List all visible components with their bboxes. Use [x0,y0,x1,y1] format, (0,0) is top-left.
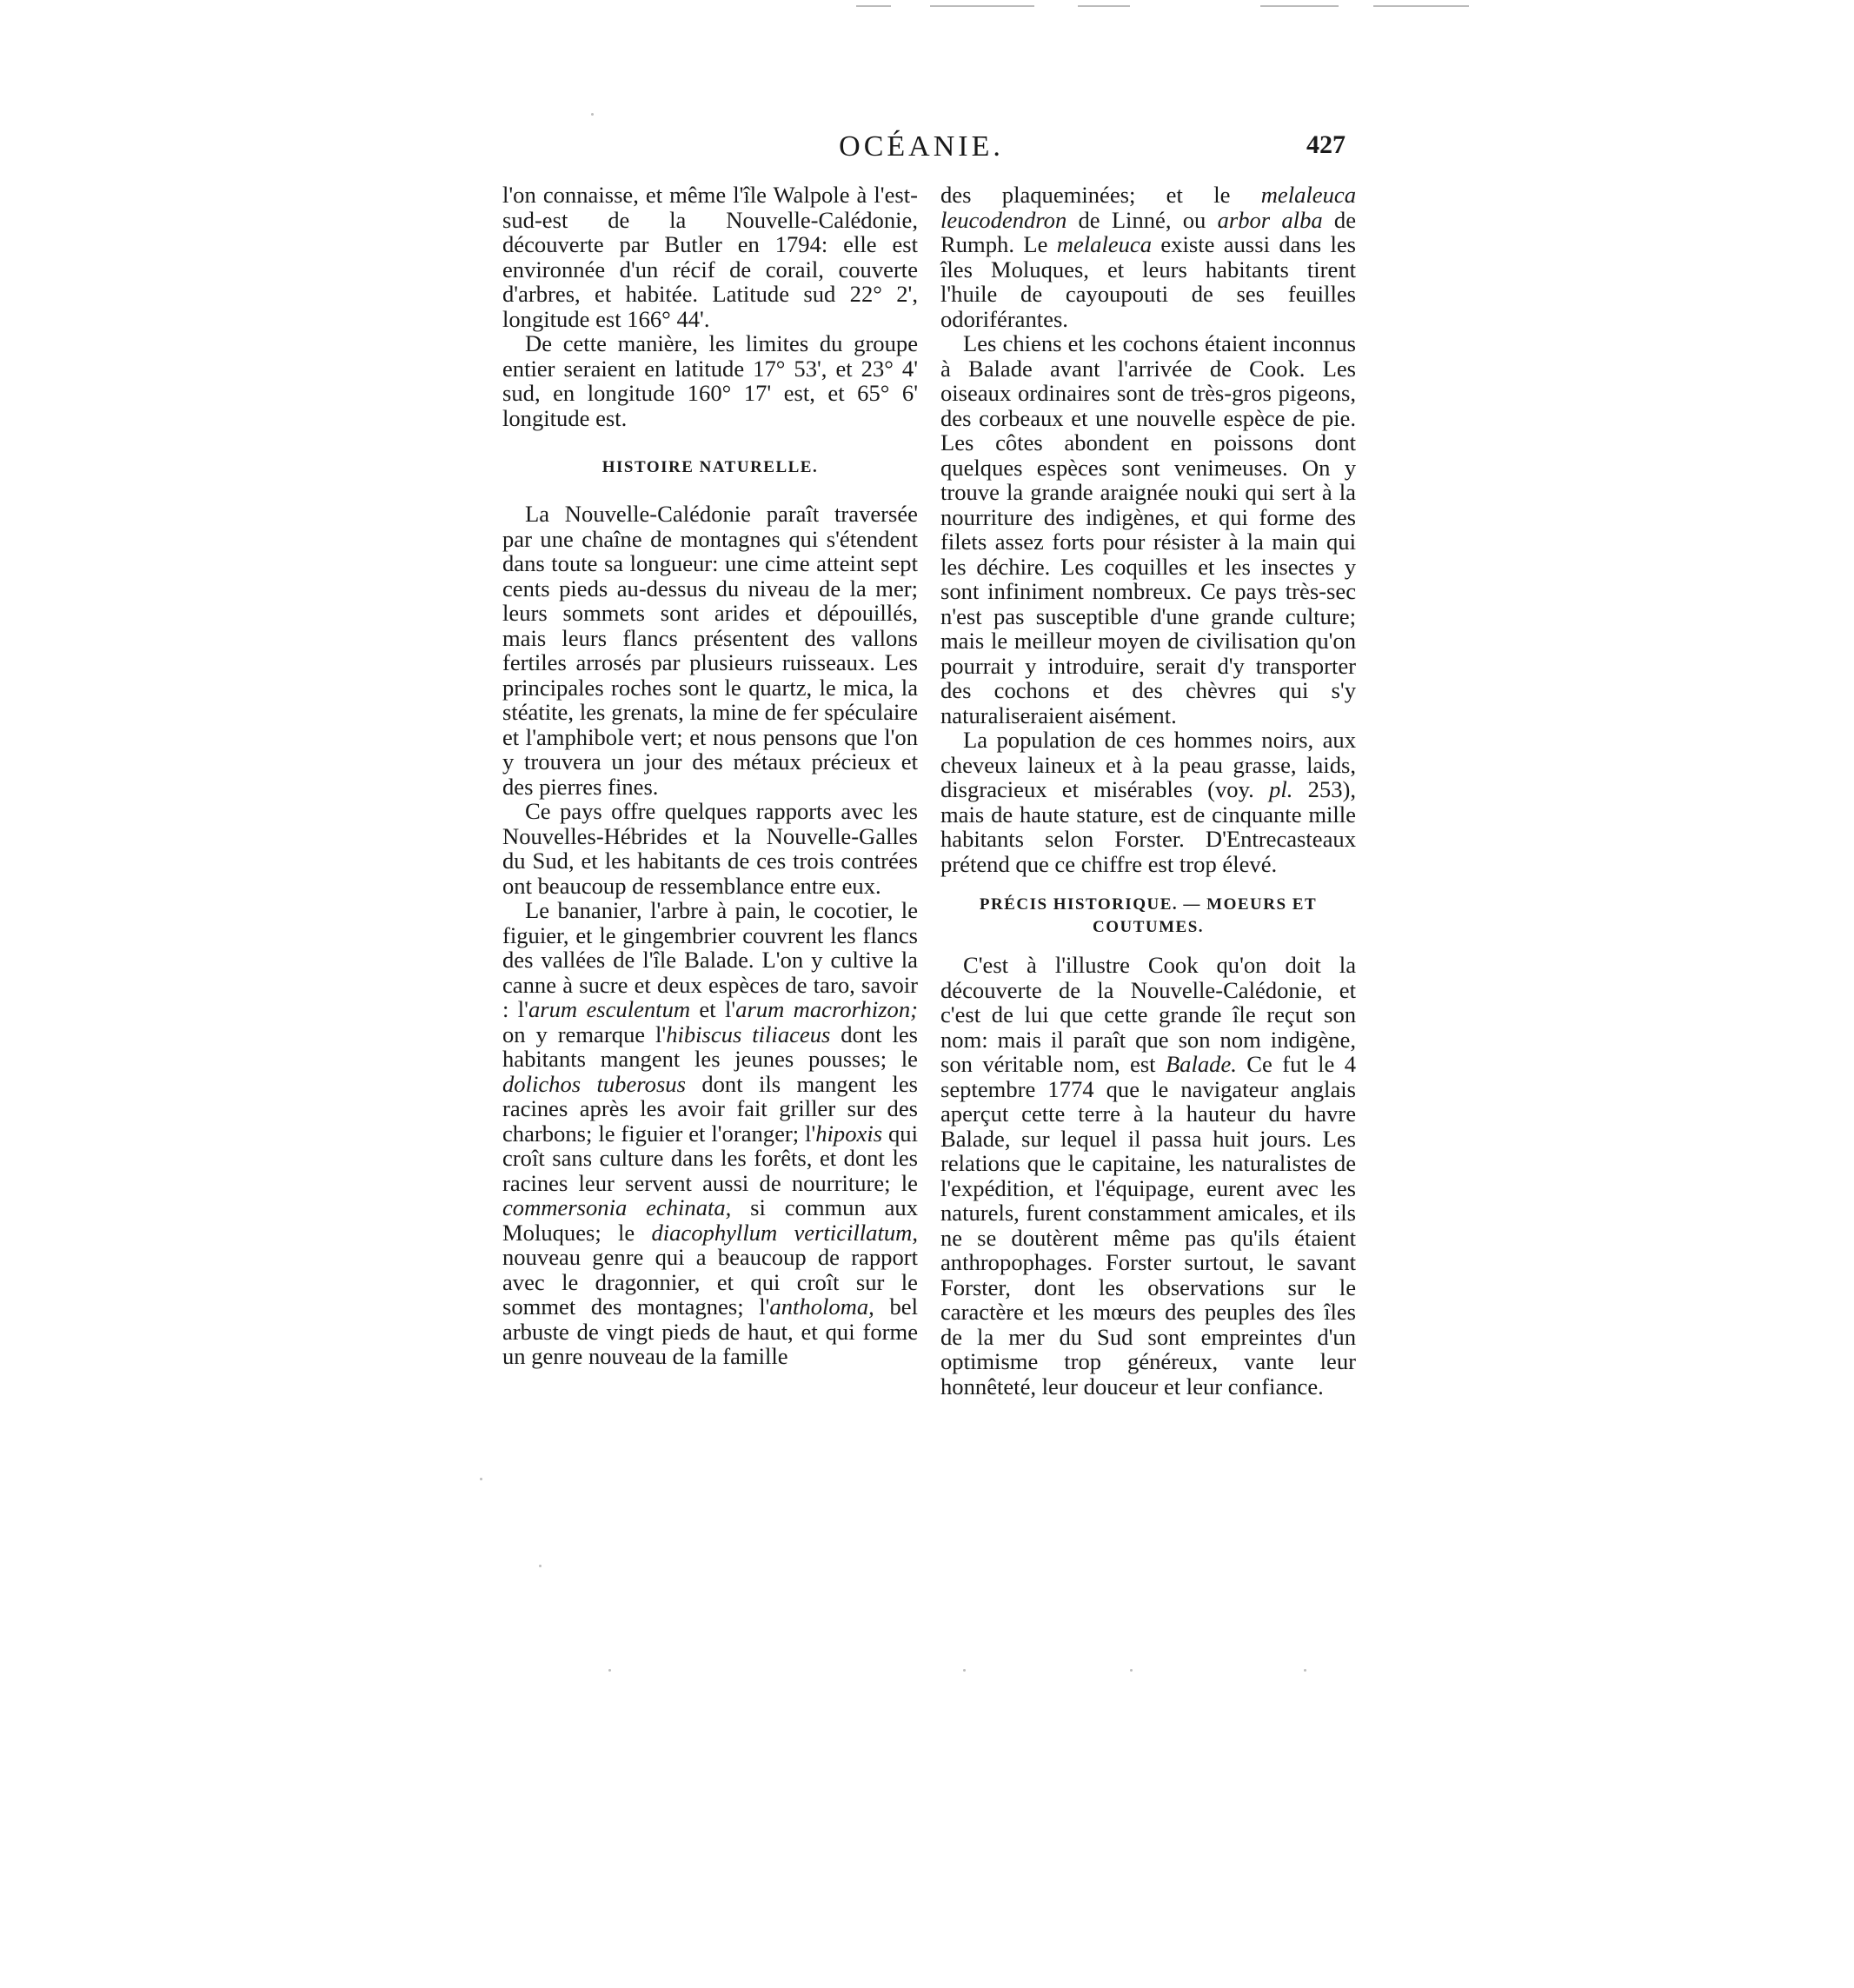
species-name: antholoma, [769,1293,874,1320]
text-run: Le bananier, l'arbre à pain, le cocotier, le figuier, et le gingembrier couvrent les flancs des vallées de l'île Balade. L'on y cultive la canne à sucre et deux espèces de taro, savoir : l' [502,897,918,1022]
text-run: dont ils mangent les racines après les avoir fait griller sur des charbons; le figuier et l'oranger; l' [502,1070,918,1147]
paragraph [940,953,1356,1399]
species-name: commersonia echinata, [502,1194,732,1220]
scan-dust [1130,1669,1133,1672]
text-run: de Linné, ou [1067,206,1218,233]
text-run: C'est à l'illustre Cook qu'on doit la découverte de la Nouvelle-Calédonie, et c'est de lui que cette grande île reçut son nom: mais il paraît que son nom indigène, son véritable nom, est [940,952,1356,1077]
scan-edge-mark [930,5,1034,7]
running-title: OCÉANIE. [839,130,1004,163]
right-column [940,183,1356,1399]
scan-edge-mark [1373,5,1469,7]
species-name: arbor alba [1217,206,1323,233]
text-run: et l' [690,996,736,1022]
text-run: des plaqueminées; et le [940,182,1261,208]
paragraph: Les chiens et les cochons étaient inconnus à Balade avant l'arrivée de Cook. Les oiseaux ordinaires sont de très-gros pigeons, des corbeaux et une nouvelle espèce de pie. Les côtes abondent en poissons dont quelques espèces sont venimeuses. On y trouve la grande araignée nouki qui sert à la nourriture des indigènes, et qui forme des filets assez forts pour résister à la main qui les déchire. Les coquilles et les insectes y sont infiniment nombreux. Ce pays très-sec n'est pas susceptible d'une grande culture; mais le meilleur moyen de civilisation qu'on pourrait y introduire, serait d'y transporter des cochons et des chèvres qui s'y naturaliseraient aisément. [940,330,1356,728]
species-name: dolichos tuberosus [502,1070,686,1097]
paragraph [502,898,918,1369]
text-run: existe aussi dans les îles Moluques, et leurs habitants tirent l'huile de cayoupouti de ses feuilles odoriférantes. [940,231,1357,332]
place-name: Balade. [1165,1051,1237,1077]
paragraph [940,728,1356,876]
species-name: hibiscus tiliaceus [666,1021,831,1047]
scan-edge-mark [1078,5,1130,7]
scan-edge-mark [856,5,891,7]
section-title-precis-historique: PRÉCIS HISTORIQUE. — MOEURS ET COUTUMES. [979,895,1318,936]
paragraph: La Nouvelle-Calédonie paraît traversée par une chaîne de montagnes qui s'étendent dans toute sa longueur: une cime atteint sept cents pieds au-dessus du niveau de la mer; leurs sommets sont arides et dépouillés, mais leurs flancs présentent des vallons fertiles arrosés par plusieurs ruisseaux. Les principales roches sont le quartz, le mica, la stéatite, les grenats, la mine de fer spéculaire et l'amphibole vert; et nous pensons que l'on y trouvera un jour des métaux précieux et des pierres fines. [502,501,918,800]
scan-dust [539,1565,542,1567]
section-title-histoire-naturelle: HISTOIRE NATURELLE. [601,458,819,476]
running-head [487,129,1356,172]
text-run: 253), mais de haute stature, est de cinquante mille habitants selon Forster. D'Entrecasteaux prétend que ce chiffre est trop élevé. [940,776,1357,877]
text-run: si commun aux Moluques; le [502,1194,918,1246]
paragraph: l'on connaisse, et même l'île Walpole à l'est-sud-est de la Nouvelle-Calédonie, découverte par Butler en 1794: elle est environnée d'un récif de corail, couverte d'arbres, et habitée. Latitude sud 22° 2', longitude est 166° 44'. [502,182,918,332]
page-number: 427 [1306,130,1346,159]
text-run: on y remarque l' [502,1021,667,1047]
text-run: La population de ces hommes noirs, aux cheveux laineux et à la peau grasse, laids, disgracieux et misérables (voy. [940,727,1356,802]
species-name: arum macrorhizon; [735,996,918,1022]
paragraph: Ce pays offre quelques rapports avec les Nouvelles-Hébrides et la Nouvelle-Galles du Sud, et les habitants de ces trois contrées ont beaucoup de ressemblance entre eux. [502,798,918,899]
text-run: dont les habitants mangent les jeunes pousses; le [502,1021,918,1072]
species-name: melaleuca leucodendron [940,182,1356,233]
scan-dust [963,1669,966,1672]
species-name: hipoxis [815,1120,883,1147]
scan-dust [591,113,594,116]
species-name: arum esculentum [528,996,691,1022]
paragraph [940,183,1356,331]
text-run: Ce fut le 4 septembre 1774 que le navigateur anglais aperçut cette terre à la hauteur du havre Balade, sur lequel il passa huit jours. Les relations que le capitaine, les naturalistes de l'expédition, et l'équipage, eurent avec les naturels, furent constamment amicales, et ils ne se doutèrent même pas qu'ils étaient anthropophages. Forster surtout, le savant Forster, dont les observations sur le caractère et les mœurs des peuples des îles de la mer du Sud sont empreintes d'un optimisme trop généreux, vante leur honnêteté, leur douceur et leur confiance. [940,1051,1356,1400]
plate-abbrev: pl. [1269,776,1293,802]
text-run: de Rumph. Le [940,206,1357,257]
scan-dust [480,1478,482,1480]
text-run: bel arbuste de vingt pieds de haut, et qui forme un genre nouveau de la famille [502,1293,918,1369]
text-run: qui croît sans culture dans les forêts, et dont les racines leur servent aussi de nourriture; le [502,1120,918,1196]
scan-edge-mark [1260,5,1339,7]
scan-dust [1304,1669,1306,1672]
left-column [502,183,918,1369]
species-name: diacophyllum verticillatum, [651,1219,918,1246]
text-run: nouveau genre qui a beaucoup de rapport avec le dragonnier, et qui croît sur le sommet des montagnes; l' [502,1244,918,1320]
scan-dust [608,1669,611,1672]
species-name: melaleuca [1056,231,1153,257]
paragraph: De cette manière, les limites du groupe entier seraient en latitude 17° 53', et 23° 4' sud, en longitude 160° 17' est, et 65° 6' longitude est. [502,330,918,431]
